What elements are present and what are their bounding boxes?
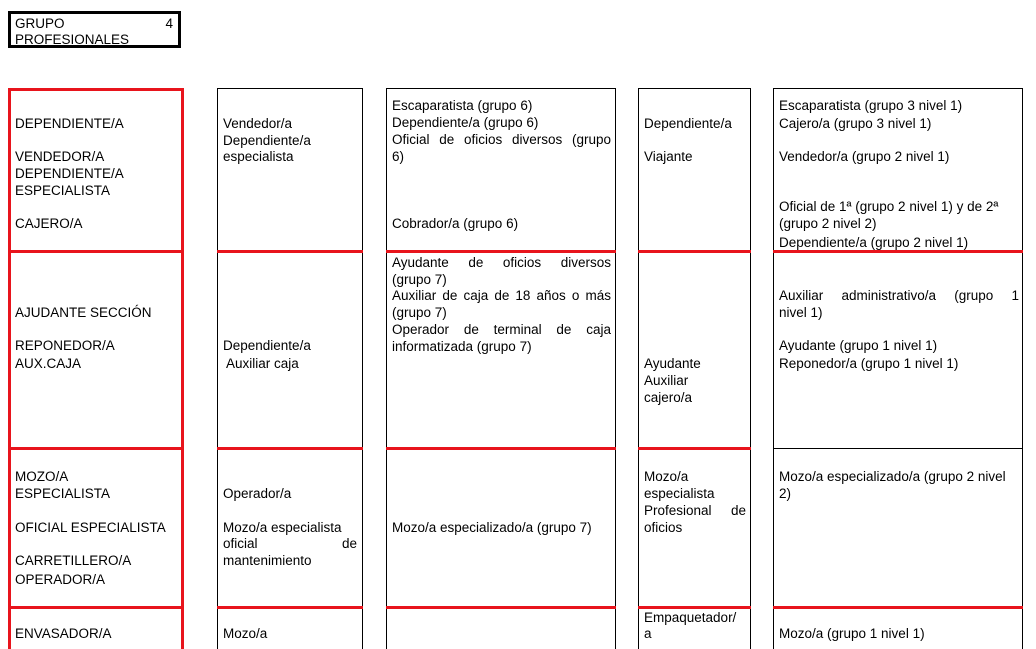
border: [638, 88, 751, 89]
cell-text: ENVASADOR/A: [15, 626, 112, 641]
border: [386, 88, 387, 649]
cell-text: REPONEDOR/A: [15, 338, 115, 353]
cell-text: 6): [392, 149, 405, 164]
cell-text: Operador de terminal de caja: [392, 322, 611, 337]
cell-text: Dependiente/a: [644, 116, 732, 131]
cell-text: Ayudante de oficios diversos: [392, 255, 611, 270]
cell-text: Vendedor/a: [223, 116, 293, 131]
group-label-line1: GRUPO: [15, 16, 65, 31]
border: [773, 448, 1023, 449]
cell-text: a: [644, 626, 652, 641]
cell-text: ESPECIALISTA: [15, 183, 111, 198]
border: [217, 250, 363, 253]
cell-text: OFICIAL ESPECIALISTA: [15, 520, 166, 535]
group-label-line2: PROFESIONALES: [15, 32, 130, 47]
cell-text: Operador/a: [223, 486, 292, 501]
border: [638, 447, 751, 450]
cell-text: oficios: [644, 520, 683, 535]
border: [217, 88, 218, 649]
cell-text: especialista: [223, 149, 294, 164]
cell-text: VENDEDOR/A: [15, 149, 105, 164]
cell-text: Auxiliar caja: [223, 356, 299, 371]
border: [1022, 88, 1023, 649]
cell-text: Profesional de: [644, 503, 746, 518]
cell-text: 2): [779, 486, 792, 501]
border: [638, 88, 639, 649]
border: [615, 88, 616, 649]
cell-text: AUX.CAJA: [15, 356, 82, 371]
cell-text: especialista: [644, 486, 715, 501]
cell-text: Auxiliar de caja de 18 años o más: [392, 288, 611, 303]
cell-text: Auxiliar administrativo/a (grupo 1: [779, 288, 1019, 303]
border: [8, 606, 184, 609]
cell-text: (grupo 7): [392, 305, 447, 320]
border: [773, 88, 774, 649]
border: [386, 88, 616, 89]
group-header-box: [8, 11, 181, 48]
cell-text: OPERADOR/A: [15, 572, 106, 587]
cell-text: Mozo/a: [223, 626, 268, 641]
cell-text: Dependiente/a (grupo 2 nivel 1): [779, 235, 969, 250]
cell-text: Oficial de 1ª (grupo 2 nivel 1) y de 2ª: [779, 199, 999, 214]
border: [773, 88, 1023, 89]
cell-text: ESPECIALISTA: [15, 486, 111, 501]
border: [181, 88, 184, 649]
cell-text: nivel 1): [779, 305, 823, 320]
cell-text: Auxiliar: [644, 373, 689, 388]
border: [217, 606, 363, 609]
cell-text: Mozo/a especializado/a (grupo 7): [392, 520, 592, 535]
cell-text: Vendedor/a (grupo 2 nivel 1): [779, 149, 950, 164]
cell-text: Cobrador/a (grupo 6): [392, 216, 519, 231]
cell-text: Empaquetador/: [644, 610, 737, 625]
border: [8, 447, 184, 450]
cell-text: Mozo/a: [644, 469, 689, 484]
cell-text: mantenimiento: [223, 553, 312, 568]
cell-text: DEPENDIENTE/A: [15, 116, 124, 131]
cell-text: DEPENDIENTE/A: [15, 166, 124, 181]
border: [638, 250, 751, 253]
cell-text: Oficial de oficios diversos (grupo: [392, 132, 611, 147]
border: [386, 447, 616, 450]
group-label: [15, 16, 129, 48]
border: [386, 250, 616, 253]
cell-text: AJUDANTE SECCIÓN: [15, 305, 152, 320]
border: [750, 88, 751, 649]
cell-text: Dependiente/a: [223, 133, 311, 148]
cell-text: Mozo/a especialista: [223, 520, 342, 535]
cell-text: Dependiente/a: [223, 338, 311, 353]
group-number: 4: [165, 16, 173, 31]
cell-text: (grupo 2 nivel 2): [779, 216, 877, 231]
cell-text: oficial de: [223, 536, 357, 551]
cell-text: Viajante: [644, 149, 693, 164]
cell-text: CARRETILLERO/A: [15, 553, 132, 568]
border: [8, 88, 11, 649]
cell-text: Mozo/a (grupo 1 nivel 1): [779, 626, 925, 641]
border: [638, 606, 751, 609]
cell-text: Ayudante (grupo 1 nivel 1): [779, 338, 938, 353]
border: [773, 606, 1023, 609]
cell-text: Reponedor/a (grupo 1 nivel 1): [779, 356, 959, 371]
border: [362, 88, 363, 649]
cell-text: informatizada (grupo 7): [392, 339, 532, 354]
cell-text: Mozo/a especializado/a (grupo 2 nivel: [779, 469, 1006, 484]
cell-text: Cajero/a (grupo 3 nivel 1): [779, 116, 932, 131]
border: [217, 88, 363, 89]
cell-text: (grupo 7): [392, 272, 447, 287]
border: [8, 88, 184, 91]
cell-text: Escaparatista (grupo 6): [392, 98, 533, 113]
cell-text: Dependiente/a (grupo 6): [392, 115, 539, 130]
cell-text: cajero/a: [644, 390, 693, 405]
cell-text: Ayudante: [644, 356, 701, 371]
border: [8, 250, 184, 253]
border: [217, 447, 363, 450]
cell-text: MOZO/A: [15, 469, 69, 484]
border: [386, 606, 616, 609]
cell-text: CAJERO/A: [15, 216, 83, 231]
cell-text: Escaparatista (grupo 3 nivel 1): [779, 98, 963, 113]
